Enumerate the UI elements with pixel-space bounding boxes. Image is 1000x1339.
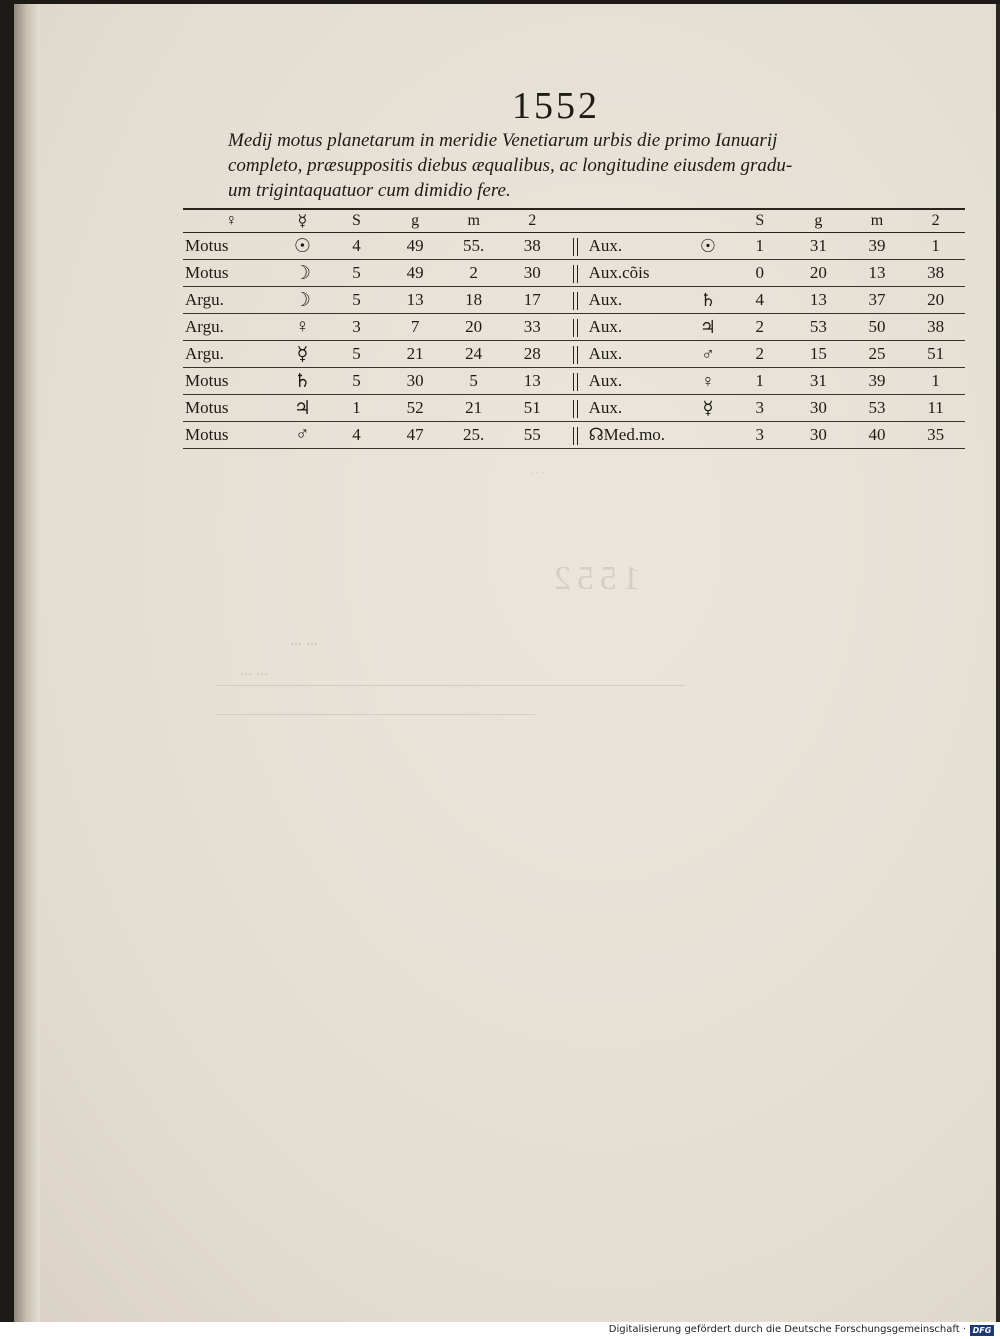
row-right-minutes: 39 xyxy=(848,233,907,260)
row-right-planet-icon: ♃ xyxy=(685,314,730,341)
row-seconds: 17 xyxy=(503,287,562,314)
row-right-minutes: 25 xyxy=(848,341,907,368)
row-right-signs: 1 xyxy=(731,233,790,260)
row-minutes: 5 xyxy=(444,368,503,395)
column-divider xyxy=(562,209,589,233)
row-right-degrees: 30 xyxy=(789,395,848,422)
column-divider xyxy=(562,395,589,422)
row-right-label: Aux. xyxy=(589,233,686,260)
row-degrees: 30 xyxy=(386,368,445,395)
bleed-through-text: ... ... xyxy=(290,632,318,649)
row-signs: 4 xyxy=(327,422,386,449)
table-row xyxy=(183,341,965,368)
double-rule-divider xyxy=(573,238,578,256)
heading-line: completo, præsuppositis diebus æqualibus, ac longitudine eiusdem gradu- xyxy=(228,155,793,176)
row-seconds: 51 xyxy=(503,395,562,422)
scan-frame-left xyxy=(0,0,14,1339)
row-signs: 5 xyxy=(327,260,386,287)
row-right-signs: 2 xyxy=(731,314,790,341)
row-right-planet-icon: ☉ xyxy=(685,233,730,260)
row-minutes: 21 xyxy=(444,395,503,422)
row-degrees: 49 xyxy=(386,260,445,287)
double-rule-divider xyxy=(573,292,578,310)
row-right-seconds: 38 xyxy=(906,314,965,341)
row-right-planet-icon xyxy=(685,422,730,449)
double-rule-divider xyxy=(573,400,578,418)
column-divider xyxy=(562,341,589,368)
header-degrees: g xyxy=(789,209,848,233)
row-right-minutes: 53 xyxy=(848,395,907,422)
row-left-planet-icon: ☽ xyxy=(278,260,328,287)
row-left-planet-icon: ♃ xyxy=(278,395,328,422)
row-left-label: Motus xyxy=(183,368,278,395)
row-right-seconds: 20 xyxy=(906,287,965,314)
table-row xyxy=(183,260,965,287)
table-row xyxy=(183,314,965,341)
row-right-seconds: 51 xyxy=(906,341,965,368)
double-rule-divider xyxy=(573,373,578,391)
column-divider xyxy=(562,260,589,287)
row-right-minutes: 50 xyxy=(848,314,907,341)
row-left-label: Motus xyxy=(183,422,278,449)
row-right-planet-icon xyxy=(685,260,730,287)
row-right-signs: 2 xyxy=(731,341,790,368)
heading-line: um trigintaquatuor cum dimidio fere. xyxy=(228,180,511,201)
row-right-degrees: 13 xyxy=(789,287,848,314)
row-left-label: Argu. xyxy=(183,341,278,368)
row-left-planet-icon: ☽ xyxy=(278,287,328,314)
row-left-planet-icon: ♀ xyxy=(278,314,328,341)
row-left-label: Motus xyxy=(183,260,278,287)
header-seconds: 2 xyxy=(503,209,562,233)
row-left-label: Argu. xyxy=(183,287,278,314)
header-seconds: 2 xyxy=(906,209,965,233)
row-degrees: 13 xyxy=(386,287,445,314)
bleed-through-year: 1552 xyxy=(548,560,640,597)
row-right-planet-icon: ♄ xyxy=(685,287,730,314)
footer-credit: Digitalisierung gefördert durch die Deutsche Forschungsgemeinschaft · xyxy=(608,1324,966,1335)
table-row xyxy=(183,422,965,449)
row-degrees: 52 xyxy=(386,395,445,422)
row-left-label: Motus xyxy=(183,233,278,260)
row-right-signs: 0 xyxy=(731,260,790,287)
row-seconds: 30 xyxy=(503,260,562,287)
table-heading xyxy=(228,128,968,203)
table-row xyxy=(183,395,965,422)
row-right-label: Aux.cõis xyxy=(589,260,686,287)
header-minutes: m xyxy=(444,209,503,233)
row-right-signs: 1 xyxy=(731,368,790,395)
row-right-seconds: 1 xyxy=(906,233,965,260)
row-seconds: 33 xyxy=(503,314,562,341)
row-seconds: 13 xyxy=(503,368,562,395)
row-minutes: 20 xyxy=(444,314,503,341)
row-right-label: Aux. xyxy=(589,368,686,395)
row-right-signs: 4 xyxy=(731,287,790,314)
header-signs: S xyxy=(327,209,386,233)
row-degrees: 7 xyxy=(386,314,445,341)
table-row xyxy=(183,287,965,314)
row-seconds: 28 xyxy=(503,341,562,368)
row-right-minutes: 13 xyxy=(848,260,907,287)
double-rule-divider xyxy=(573,319,578,337)
row-right-minutes: 37 xyxy=(848,287,907,314)
header-venus-symbol: ♀ xyxy=(183,209,278,233)
row-left-planet-icon: ☿ xyxy=(278,341,328,368)
row-left-planet-icon: ♂ xyxy=(278,422,328,449)
column-divider xyxy=(562,233,589,260)
row-signs: 5 xyxy=(327,368,386,395)
table-row xyxy=(183,233,965,260)
row-minutes: 18 xyxy=(444,287,503,314)
row-signs: 5 xyxy=(327,341,386,368)
row-right-label: Aux. xyxy=(589,341,686,368)
row-degrees: 49 xyxy=(386,233,445,260)
row-signs: 5 xyxy=(327,287,386,314)
double-rule-divider xyxy=(573,427,578,445)
header-minutes: m xyxy=(848,209,907,233)
row-minutes: 2 xyxy=(444,260,503,287)
row-degrees: 47 xyxy=(386,422,445,449)
column-divider xyxy=(562,422,589,449)
header-degrees: g xyxy=(386,209,445,233)
row-right-degrees: 31 xyxy=(789,233,848,260)
row-signs: 1 xyxy=(327,395,386,422)
row-minutes: 55. xyxy=(444,233,503,260)
page-gutter-shadow xyxy=(14,4,40,1322)
bleed-through-marks: . . . xyxy=(530,462,545,476)
column-divider xyxy=(562,368,589,395)
row-right-seconds: 35 xyxy=(906,422,965,449)
page-year: 1552 xyxy=(512,85,600,127)
row-right-label: Aux. xyxy=(589,395,686,422)
double-rule-divider xyxy=(573,346,578,364)
row-right-degrees: 20 xyxy=(789,260,848,287)
row-right-seconds: 38 xyxy=(906,260,965,287)
bleed-through-text: ... ... xyxy=(240,662,268,679)
row-right-planet-icon: ♂ xyxy=(685,341,730,368)
dfg-logo: DFG xyxy=(970,1325,994,1336)
ephemeris-table xyxy=(183,208,965,449)
row-minutes: 25. xyxy=(444,422,503,449)
column-divider xyxy=(562,287,589,314)
bleed-through-rule xyxy=(215,714,535,715)
row-right-label: ☊Med.mo. xyxy=(589,422,686,449)
double-rule-divider xyxy=(573,265,578,283)
row-seconds: 55 xyxy=(503,422,562,449)
header-blank xyxy=(685,209,730,233)
row-left-label: Argu. xyxy=(183,314,278,341)
row-left-label: Motus xyxy=(183,395,278,422)
row-degrees: 21 xyxy=(386,341,445,368)
header-blank xyxy=(589,209,686,233)
heading-line: Medij motus planetarum in meridie Venetiarum urbis die primo Ianuarij xyxy=(228,130,778,151)
row-left-planet-icon: ☉ xyxy=(278,233,328,260)
column-divider xyxy=(562,314,589,341)
table-row xyxy=(183,368,965,395)
digitization-footer xyxy=(0,1322,1000,1339)
row-right-signs: 3 xyxy=(731,395,790,422)
row-right-planet-icon: ☿ xyxy=(685,395,730,422)
row-signs: 4 xyxy=(327,233,386,260)
row-right-degrees: 53 xyxy=(789,314,848,341)
row-right-planet-icon: ♀ xyxy=(685,368,730,395)
row-right-seconds: 11 xyxy=(906,395,965,422)
row-right-minutes: 40 xyxy=(848,422,907,449)
row-right-signs: 3 xyxy=(731,422,790,449)
table-header-row xyxy=(183,209,965,233)
row-right-degrees: 15 xyxy=(789,341,848,368)
row-right-label: Aux. xyxy=(589,314,686,341)
row-seconds: 38 xyxy=(503,233,562,260)
bleed-through-rule xyxy=(215,685,685,686)
row-signs: 3 xyxy=(327,314,386,341)
row-right-minutes: 39 xyxy=(848,368,907,395)
row-minutes: 24 xyxy=(444,341,503,368)
row-right-label: Aux. xyxy=(589,287,686,314)
row-right-degrees: 31 xyxy=(789,368,848,395)
row-right-degrees: 30 xyxy=(789,422,848,449)
header-signs: S xyxy=(731,209,790,233)
row-right-seconds: 1 xyxy=(906,368,965,395)
header-mercury-symbol: ☿ xyxy=(278,209,328,233)
row-left-planet-icon: ♄ xyxy=(278,368,328,395)
